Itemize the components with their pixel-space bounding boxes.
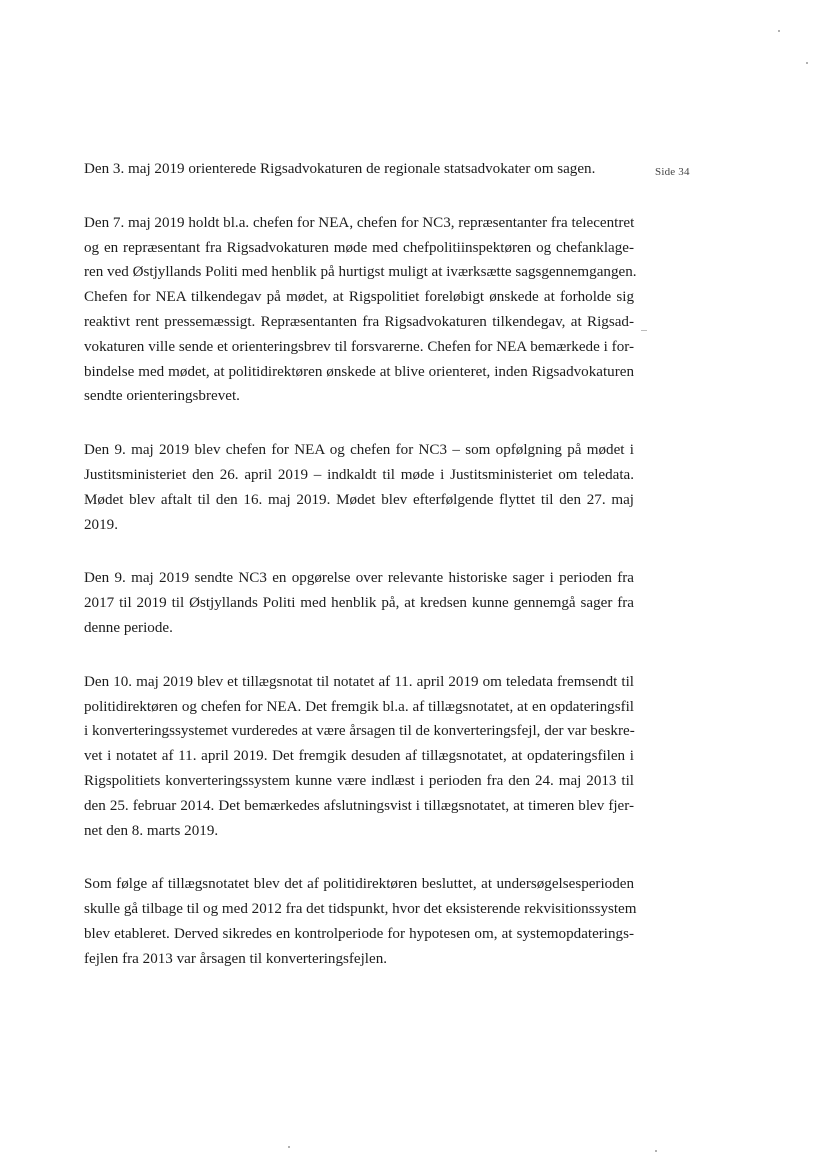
text-line: Mødet blev aftalt til den 16. maj 2019. Mødet blev efterfølgende flyttet til den 27. maj	[84, 491, 634, 508]
text-line: og en repræsentant fra Rigsadvokaturen møde med chefpolitiinspektøren og chefanklage-	[84, 239, 634, 256]
text-line: politidirektøren og chefen for NEA. Det fremgik bl.a. af tillægsnotatet, at en opdateringsfil	[84, 698, 634, 715]
paragraph-6	[84, 872, 637, 971]
text-line: sendte orienteringsbrevet.	[84, 388, 240, 405]
text-line: Justitsministeriet den 26. april 2019 – indkaldt til møde i Justitsministeriet om teledata.	[84, 466, 634, 483]
text-line: i konverteringssystemet vurderedes at være årsagen til de konverteringsfejl, der var beskre-	[84, 723, 635, 740]
scan-speck	[655, 1150, 657, 1152]
paragraph-3	[84, 438, 634, 537]
text-line: Chefen for NEA tilkendegav på mødet, at Rigspolitiet foreløbigt ønskede at forholde sig	[84, 289, 634, 306]
text-line: Den 7. maj 2019 holdt bl.a. chefen for NEA, chefen for NC3, repræsentanter fra telecentret	[84, 214, 635, 231]
text-line: den 25. februar 2014. Det bemærkedes afslutningsvist i tillægsnotatet, at timeren blev fjer-	[84, 797, 634, 814]
text-line: Den 9. maj 2019 blev chefen for NEA og chefen for NC3 – som opfølgning på mødet i	[84, 442, 634, 459]
text-line: fejlen fra 2013 var årsagen til konverteringsfejlen.	[84, 950, 388, 967]
paragraph-4	[84, 566, 634, 640]
text-line: vet i notatet af 11. april 2019. Det fremgik desuden af tillægsnotatet, at opdateringsfilen i	[84, 748, 634, 765]
text-line: Den 3. maj 2019 orienterede Rigsadvokaturen de regionale statsadvokater om sagen.	[84, 161, 596, 177]
document-body	[84, 157, 637, 1001]
scan-speck	[641, 330, 647, 331]
text-line: 2019.	[84, 516, 118, 533]
text-line: denne periode.	[84, 619, 173, 636]
text-line: blev etableret. Derved sikredes en kontrolperiode for hypotesen om, at systemopdaterings-	[84, 925, 634, 942]
paragraph-2	[84, 211, 637, 409]
text-line: reaktivt rent pressemæssigt. Repræsentanten fra Rigsadvokaturen tilkendegav, at Rigsad-	[84, 313, 634, 330]
text-line: ren ved Østjyllands Politi med henblik på hurtigst muligt at iværksætte sagsgennemgangen.	[84, 264, 637, 281]
paragraph-5	[84, 670, 634, 844]
scan-speck	[778, 30, 780, 32]
text-line: Som følge af tillægsnotatet blev det af politidirektøren besluttet, at undersøgelsesperioden	[84, 876, 634, 893]
text-line: Den 10. maj 2019 blev et tillægsnotat til notatet af 11. april 2019 om teledata fremsendt til	[84, 673, 634, 690]
text-line: net den 8. marts 2019.	[84, 822, 219, 839]
text-line: skulle gå tilbage til og med 2012 fra det tidspunkt, hvor det eksisterende rekvisitionssystem	[84, 901, 637, 918]
page-number: Side 34	[655, 166, 690, 178]
text-line: 2017 til 2019 til Østjyllands Politi med henblik på, at kredsen kunne gennemgå sager fra	[84, 595, 634, 612]
paragraph-1	[84, 157, 634, 182]
scan-speck	[288, 1146, 290, 1148]
text-line: vokaturen ville sende et orienteringsbrev til forsvarerne. Chefen for NEA bemærkede i for-	[84, 338, 634, 355]
text-line: bindelse med mødet, at politidirektøren ønskede at blive orienteret, inden Rigsadvokaturen	[84, 363, 634, 380]
text-line: Rigspolitiets konverteringssystem kunne være indlæst i perioden fra den 24. maj 2013 til	[84, 772, 634, 789]
scan-speck	[806, 62, 808, 64]
text-line: Den 9. maj 2019 sendte NC3 en opgørelse over relevante historiske sager i perioden fra	[84, 570, 634, 587]
